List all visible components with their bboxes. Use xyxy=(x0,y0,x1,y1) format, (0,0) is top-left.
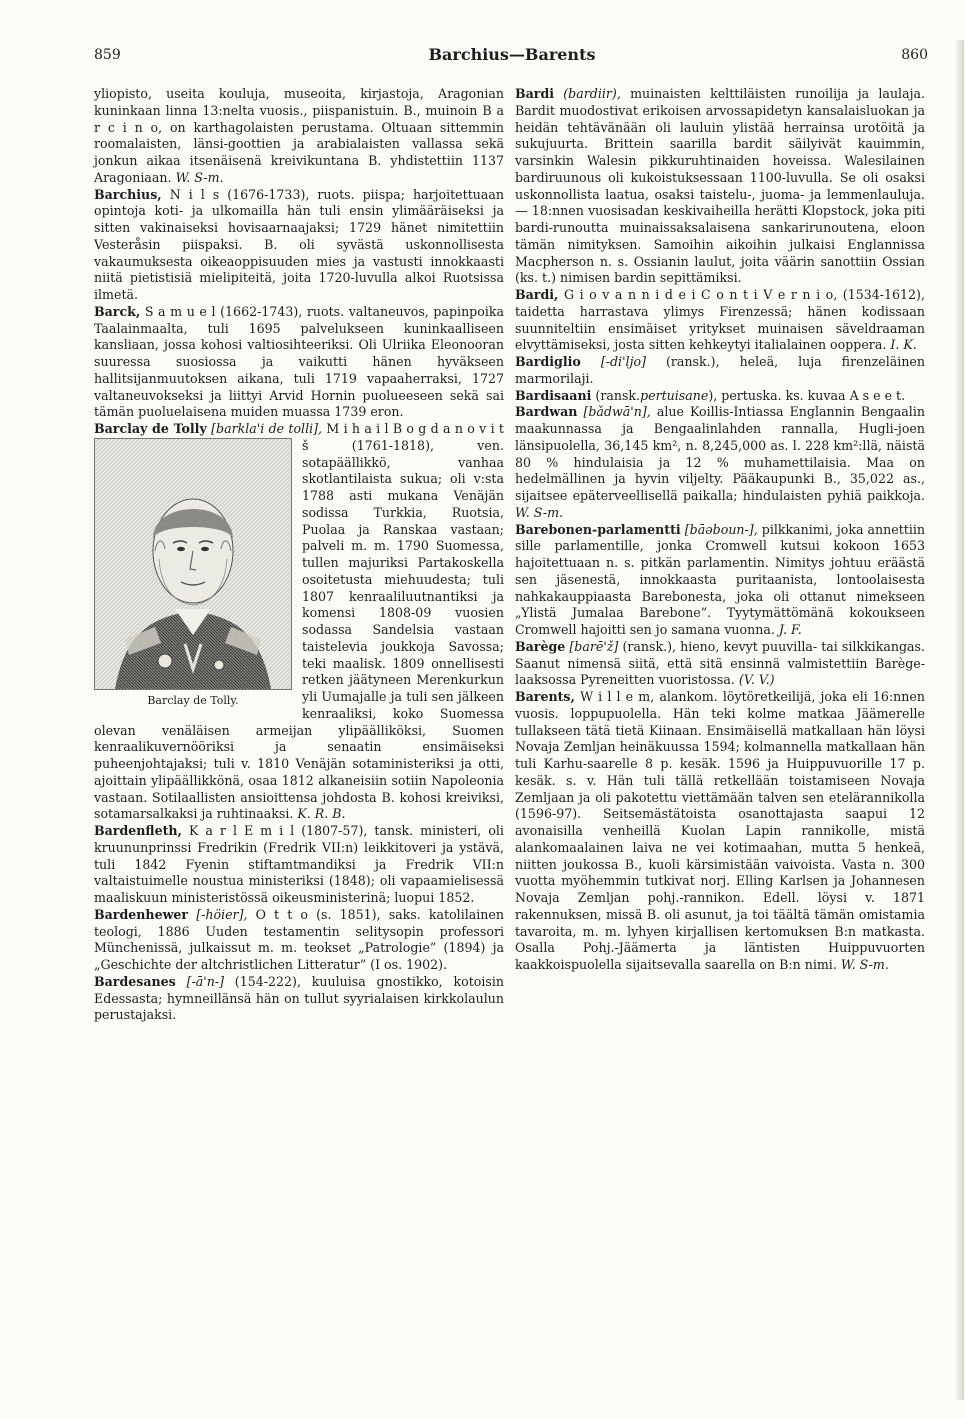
right-column xyxy=(515,86,925,974)
entry-pronunciation: [bǎdwā'n], xyxy=(583,404,651,420)
entry-body: (1534-1612), taidetta harrastava ylimys Firenzessä; hänen kodissaan suunniteltiin ensimäiset yritykset muinaisen säveldraaman elvyttämiseksi, josta sitten kehkeytyi italialainen ooppera. xyxy=(515,287,925,353)
entry-body: (1676-1733), ruots. piispa; harjoitettuaan opintoja koti- ja ulkomailla hän tuli ensin ylimääräiseksi ja sitten vakinaiseksi hovisaarnaajaksi; 1729 hänet nimitettiin Vesteråsin piispaksi. B. oli syvästä uskonnollisesta vakaumuksesta oikeaoppisuuden mies ja vastusti innokkaasti niitä pietistisiä mielipiteitä, joita 1720-luvulla alkoi Ruotsissa ilmetä. xyxy=(94,186,504,302)
entry-headword: Bardisaani xyxy=(515,387,592,403)
right-page-number: 860 xyxy=(901,47,928,63)
entry-headword: Bardi, xyxy=(515,287,559,302)
entry-headword: Bardesanes xyxy=(94,973,176,989)
author-signature: I. K. xyxy=(890,337,917,353)
entry-bardiglio xyxy=(515,354,925,388)
portrait-caption: Barclay de Tolly. xyxy=(147,693,239,707)
entry-body: alankom. löytöretkeilijä, joka eli 16:nnen vuosis. loppupuolella. Hän teki kolme matkaa Jäämerelle tullakseen tätä tietä Kiinaan. Ensimäisellä matkallaan hän löysi Novaja Zemljan heinäkuussa 1594; kolmannella matkallaan hän tuli Karhu-saarelle 8 p. kesäk. 1596 ja Huippuvuorille 17 p. kesäk. s. v. Hän tuli tällä retkellään toistamiseen Novaja Zemljaan ja oli pakotettu viettämään talven sen etelärannikolla (1596-97). Seitsemästätoista osanottajasta saapui 12 avonaisilla venheillä Kuolan Lapin rannikolle, mistä alankomaalainen laiva ne vei kotimaahan, mutta 5 henkeä, niitten joukossa B., kuoli kärsimistään vaivoista. Vasta n. 300 vuotta myöhemmin tutkivat norj. Elling Karlsen ja Johannesen Novaja Zemljan pohj.-rannikon. Edell. löysi v. 1871 rakennuksen, missä B. oli asunut, ja toi täältä tämän omistamia tavaroita, m. m. lyhyen kirjallisen kertomuksen B:n matkasta. Osalla Pohj.-Jäämerta ja läntisten Huippuvuorten kaakkoispuolella sijaitsevalla saarella on B:n nimi. xyxy=(515,689,925,972)
entry-given-name: G i o v a n n i d e i C o n t i V e r n i o, xyxy=(563,287,838,302)
entry-bardwan xyxy=(515,404,925,521)
entry-barclay-de-tolly xyxy=(94,421,504,823)
left-column xyxy=(94,86,504,1024)
entry-body: (1807-57), tansk. ministeri, oli kruununprinssi Fredrikin (Fredrik VII:n) leikkitoveri ja ystävä, tuli 1842 Fyenin stiftamtmandiksi ja Fredrik VII:n valtaistuimelle noustua ministeriksi (1848); oli vapaamielisessä maaliskuun ministeristössä oikeusministerinä; luopui 1852. xyxy=(94,823,504,905)
entry-body: (s. 1851), saks. katolilainen teologi, 1886 Uuden testamentin selitysopin professori Münchenissä, julkaissut m. m. teokset „Patrologie” (1894) ja „Geschichte der altchristlichen Litteratur” (I os. 1902). xyxy=(94,906,504,972)
author-signature: W. S-m. xyxy=(175,169,224,185)
author-signature: W. S-m. xyxy=(840,957,889,972)
entry-headword: Barck, xyxy=(94,303,141,319)
entry-given-name: O t t o xyxy=(255,906,308,922)
entry-headword: Barchius, xyxy=(94,186,162,202)
entry-given-name: K a r l E m i l xyxy=(188,823,295,838)
entry-headword: Barège xyxy=(515,638,566,654)
left-page-number: 859 xyxy=(94,47,121,63)
entry-pronunciation: [-höier], xyxy=(196,906,248,922)
page-edge-shadow xyxy=(956,40,964,1400)
entry-headword: Bardiglio xyxy=(515,354,581,369)
entry-given-name: S a m u e l xyxy=(144,303,216,319)
entry-given-name: M i h a i l B o g d a n o v i t š xyxy=(302,421,504,453)
entry-barchius xyxy=(94,187,504,304)
entry-barege xyxy=(515,639,925,689)
entry-barents xyxy=(515,689,925,974)
entry-headword: Bardi xyxy=(515,86,555,101)
running-header xyxy=(90,47,934,69)
entry-pronunciation: [barē'ž] xyxy=(569,638,619,654)
author-signature: J. F. xyxy=(778,622,802,637)
entry-bardi xyxy=(515,86,925,287)
entry-given-name: N i l s xyxy=(169,186,220,202)
entry-body: (154-222), kuuluisa gnostikko, kotoisin Edessasta; hymneillänsä hän on tullut syyrialaisen kirkkolaulun perustajaksi. xyxy=(94,973,504,1023)
entry-italic-term: pertuisane xyxy=(640,387,709,403)
entry-barck xyxy=(94,304,504,421)
entry-pronunciation: [bāəboun-], xyxy=(684,521,758,537)
running-title: Barchius—Barents xyxy=(428,45,596,64)
author-signature: W. S-m. xyxy=(515,504,564,520)
entry-body: (1761-1818), ven. sotapäällikkö, vanhaa skotlantilaista sukua; oli v:sta 1788 asti mukana Venäjän sodissa Turkkia, Ruotsia, Puolaa ja Ranskaa vastaan; palveli m. m. 1790 Suomessa, tullen majuriksi Partakoskella osoitetusta miehuudesta; tuli 1807 kenraaliluutnantiksi ja komensi 1808-09 vuosien sodassa Sandelsia vastaan taistelevia joukkoja Savossa; teki maalisk. 1809 onnellisesti retken jäätyneen Merenkurkun yli Uumajalle ja tuli sen jälkeen kenraaliksi, koko Suomessa olevan venäläisen armeijan ylipäälliköksi, Suomen kenraalikuvernööriksi ja senaatin ensimäiseksi puheenjohtajaksi; tuli v. 1810 Venäjän sotaministeriksi ja otti, ajoittain ylipäällikkönä, osaa 1812 alkaneisiin sotiin Napoleonia vastaan. Sotilaallisten ansioittensa johdosta B. kohosi kreiviksi, sotamarsalkaksi ja ruhtinaaksi. xyxy=(94,437,504,822)
entry-bardesanes xyxy=(94,974,504,1024)
entry-body: (ransk. xyxy=(595,387,641,403)
entry-cross-reference: A s e e t. xyxy=(849,387,906,403)
entry-headword: Bardenfleth, xyxy=(94,823,182,838)
entry-body: (1662-1743), ruots. valtaneuvos, papinpoika Taalainmaalta, tuli 1695 palvelukseen kuninkaalliseen kansliaan, jossa kohosi valtiosihteeriksi. Oli Ulriika Eleonooran suuressa suosiossa ja vaikutti hänen hyväkseen hallitsijanmuutoksen aikana, tuli 1719 vapaaherraksi, 1727 valtaneuvokseksi ja liittyi Arvid Hornin puolueeseen sekä sai tämän puoluelaisena muiden muassa 1739 eron. xyxy=(94,303,504,420)
entry-bardi-giovanni xyxy=(515,287,925,354)
entry-headword: Barents, xyxy=(515,689,575,704)
entry-body: yliopisto, useita kouluja, museoita, kirjastoja, Aragonian kuninkaan linna 13:nelta vuosis., piispanistuin. B., muinoin B a r c i n o, on karthagolaisten perustama. Oltuaan sittemmin roomalaisten, länsi-goottien ja arabialaisten vallassa sekä jonkun aikaa itsenäisenä kreivikuntana B. yhdistettiin 1137 Aragoniaan. xyxy=(94,86,504,185)
entry-headword: Barebonen-parlamentti xyxy=(515,521,681,537)
entry-bardenhewer xyxy=(94,907,504,974)
entry-body: (ransk.), hieno, kevyt puuvilla- tai silkkikangas. Saanut nimensä siitä, että sitä ensinnä valmistettiin Barège-laaksossa Pyreneitten vuoristossa. xyxy=(515,638,925,688)
portrait-engraving xyxy=(95,439,291,689)
entry-bardisaani xyxy=(515,388,925,405)
entry-body: muinaisten kelttiläisten runoilija ja laulaja. Bardit muodostivat erikoisen arvossapidetyn kansalaisluokan ja heidän tehtävänään oli lauluin ylistää herrainsa urotöitä ja sukujuurta. Brittein saarilla bardit säilyivät kauimmin, varsinkin Walesin pikkuruhtinaiden hoveissa. Walesilainen bardiruunous oli kukoistuksessaan 1100-luvulla. Se oli osaksi uskonnollista laatua, osaksi taistelu-, juoma- ja lemmenlauluja. — 18:nnen vuosisadan keskivaiheilla herätti Klopstock, joka piti bardi-runoutta muinaissaksalaisena sankarirunoutena, eloon tämän nimityksen. Samoihin aikoihin julkaisi Englannissa Macpherson n. s. Ossianin laulut, joita väärin sanottiin Ossian (ks. t.) nimisen bardin sepittämiksi. xyxy=(515,86,926,286)
entry-bardenfleth xyxy=(94,823,504,907)
entry-pronunciation: [-di'ljo] xyxy=(600,354,646,369)
entry-body: pilkkanimi, joka annettiin sille parlamentille, jonka Cromwell kutsui kokoon 1653 hajoitettuaan n. s. pitkän parlamentin. Nimitys johtuu eräästä sen jäsenestä, innokkaasta puritaanista, lontoolaisesta nahkakauppiaasta Barebonesta, joka oli ottanut nimekseen „Ylistä Jumalaa Barebone”. Tyytymättömänä kokoukseen Cromwell hajoitti sen jo samana vuonna. xyxy=(515,521,925,637)
entry-headword: Bardwan xyxy=(515,404,578,420)
entry-pronunciation: [barkla'i de tolli], xyxy=(211,421,323,436)
entry-given-name: W i l l e m, xyxy=(580,689,655,704)
entry-body: (ransk.), heleä, luja firenzeläinen marmorilaji. xyxy=(515,354,925,386)
entry-barcelona-continued xyxy=(94,86,504,187)
entry-pronunciation: [-ā'n-] xyxy=(186,973,224,989)
entry-barebonen-parlamentti xyxy=(515,522,925,639)
author-signature: K. R. B. xyxy=(297,806,346,822)
author-signature: (V. V.) xyxy=(738,672,775,688)
portrait-image xyxy=(94,438,292,690)
entry-headword: Barclay de Tolly xyxy=(94,421,207,436)
entry-body: ), pertuska. ks. kuvaa xyxy=(708,387,846,403)
entry-headword: Bardenhewer xyxy=(94,906,189,922)
portrait-figure xyxy=(94,438,292,710)
entry-body: alue Koillis-Intiassa Englannin Bengaalin maakunnassa ja Bengaalinlahden rannalla, Hugli-joen länsipuolella, 36,145 km², n. 8,245,000 as. l. 228 km²:llä, näistä 80 % hindulaisia ja 12 % muhamettilaisia. Maa on hedelmällinen ja hyvin viljelty. Pääkaupunki B., 35,022 as., sijaitsee epäterveellisellä paikalla; hindulaisten pyhiä paikkoja. xyxy=(515,404,925,503)
entry-pronunciation: (bardiir), xyxy=(563,86,621,101)
